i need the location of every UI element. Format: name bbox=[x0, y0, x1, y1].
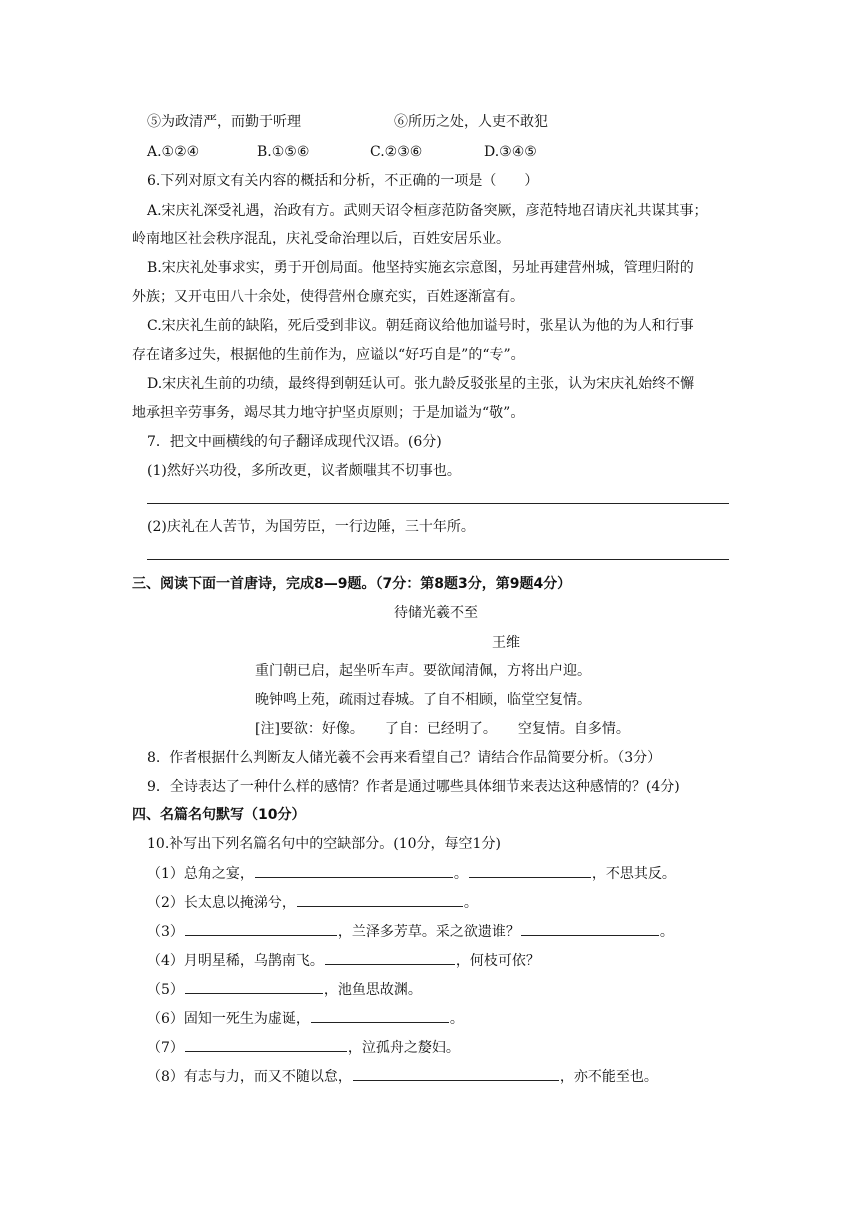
q6-option-c-line1: C.宋庆礼生前的缺陷，死后受到非议。朝廷商议给他加谥号时，张星认为他的为人和行事 bbox=[147, 318, 694, 334]
blank[interactable] bbox=[469, 863, 591, 878]
choice-d: D.③④⑤ bbox=[484, 144, 537, 160]
section-3-heading: 三、阅读下面一首唐诗，完成8—9题。（7分：第8题3分，第9题4分） bbox=[132, 576, 572, 592]
blank[interactable] bbox=[255, 863, 453, 878]
fill-item-4: （4）月明星稀，乌鹊南飞。 ，何枝可依？ bbox=[147, 950, 540, 971]
fill-item-2: （2）长太息以掩涕兮， 。 bbox=[147, 892, 478, 913]
fill-item-8: （8）有志与力，而又不随以怠， ，亦不能至也。 bbox=[147, 1066, 658, 1087]
q6-option-b-line2: 外族；又开屯田八十余处，使得营州仓廪充实，百姓逐渐富有。 bbox=[132, 289, 524, 305]
blank[interactable] bbox=[185, 921, 337, 936]
poem-author: 王维 bbox=[492, 635, 520, 651]
blank[interactable] bbox=[185, 1037, 347, 1052]
q8-stem: 8. 作者根据什么判断友人储光羲不会再来看望自己？请结合作品简要分析。（3分） bbox=[147, 750, 662, 766]
q6-option-d-line1: D.宋庆礼生前的功绩，最终得到朝廷认可。张九龄反驳张星的主张，认为宋庆礼始终不懈 bbox=[147, 376, 695, 392]
fill-item-6: （6）固知一死生为虚诞， 。 bbox=[147, 1008, 464, 1029]
q6-stem: 6.下列对原文有关内容的概括和分析，不正确的一项是（ ） bbox=[147, 173, 539, 189]
blank[interactable] bbox=[185, 979, 323, 994]
blank[interactable] bbox=[311, 1008, 449, 1023]
q6-option-d-line2: 地承担辛劳事务，竭尽其力地守护坚贞原则；于是加谥为“敬”。 bbox=[132, 405, 525, 421]
blank[interactable] bbox=[521, 921, 659, 936]
choice-b: B.①⑤⑥ bbox=[257, 144, 310, 160]
q5-choices bbox=[147, 142, 647, 162]
q7-stem: 7．把文中画横线的句子翻译成现代汉语。(6分) bbox=[147, 434, 442, 450]
poem-note: [注]要欲：好像。 了自：已经明了。 空复情。自多情。 bbox=[255, 721, 630, 737]
q6-option-a-line2: 岭南地区社会秩序混乱，庆礼受命治理以后，百姓安居乐业。 bbox=[132, 231, 510, 247]
poem-line-1: 重门朝已启，起坐听车声。要欲闻清佩，方将出户迎。 bbox=[255, 663, 591, 679]
answer-line-1[interactable] bbox=[147, 503, 729, 504]
poem-title: 待储光羲不至 bbox=[394, 605, 478, 621]
q6-option-a-line1: A.宋庆礼深受礼遇，治政有方。武则天诏令桓彦范防备突厥，彦范特地召请庆礼共谋其事； bbox=[147, 203, 708, 219]
poem-line-2: 晚钟鸣上苑，疏雨过春城。了自不相顾，临堂空复情。 bbox=[255, 692, 591, 708]
q5-option-6: ⑥所历之处，人吏不敢犯 bbox=[394, 114, 548, 130]
q10-stem: 10.补写出下列名篇名句中的空缺部分。(10分，每空1分) bbox=[147, 836, 501, 852]
answer-line-2[interactable] bbox=[147, 559, 729, 560]
blank[interactable] bbox=[353, 1066, 559, 1081]
blank[interactable] bbox=[325, 950, 455, 965]
q9-stem: 9．全诗表达了一种什么样的感情？作者是通过哪些具体细节来表达这种感情的？(4分) bbox=[147, 779, 680, 795]
q5-option-5: ⑤为政清严，而勤于听理 bbox=[147, 114, 301, 130]
choice-a: A.①②④ bbox=[147, 144, 200, 160]
fill-item-7: （7） ，泣孤舟之嫠妇。 bbox=[147, 1037, 460, 1058]
q7-sentence-1: (1)然好兴功役，多所改更，议者颇嗤其不切事也。 bbox=[147, 463, 461, 479]
blank[interactable] bbox=[297, 892, 463, 907]
q6-option-c-line2: 存在诸多过失，根据他的生前作为，应谥以“好巧自是”的“专”。 bbox=[132, 347, 525, 363]
fill-item-3: （3） ，兰泽多芳草。采之欲遗谁？ 。 bbox=[147, 921, 674, 942]
q6-option-b-line1: B.宋庆礼处事求实，勇于开创局面。他坚持实施玄宗意图，另址再建营州城，管理归附的 bbox=[147, 260, 694, 276]
section-4-heading: 四、名篇名句默写（10分） bbox=[132, 807, 306, 823]
fill-item-5: （5） ，池鱼思故渊。 bbox=[147, 979, 422, 1000]
q7-sentence-2: (2)庆礼在人苦节，为国劳臣，一行边陲，三十年所。 bbox=[147, 519, 475, 535]
fill-item-1: （1）总角之宴， 。 ，不思其反。 bbox=[147, 863, 676, 884]
choice-c: C.②③⑥ bbox=[370, 144, 423, 160]
